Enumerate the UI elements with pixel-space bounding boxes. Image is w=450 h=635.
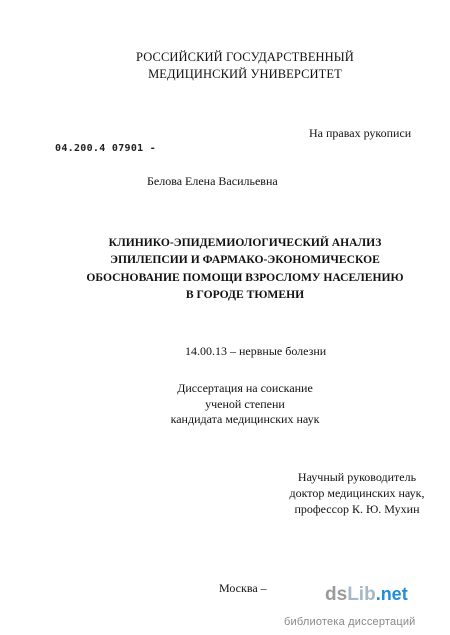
degree-line: кандидата медицинских наук — [170, 412, 320, 426]
supervisor-line: профессор К. Ю. Мухин — [294, 502, 420, 516]
university-line-2: МЕДИЦИНСКИЙ УНИВЕРСИТЕТ — [148, 67, 342, 81]
title-line: В ГОРОДЕ ТЮМЕНИ — [185, 287, 305, 301]
dslib-watermark — [284, 584, 445, 632]
dissertation-title — [40, 234, 450, 303]
supervisor-block — [282, 469, 432, 517]
title-line: КЛИНИКО-ЭПИДЕМИОЛОГИЧЕСКИЙ АНАЛИЗ — [108, 236, 382, 249]
registry-code: 04.200.4 07901 - — [55, 143, 157, 154]
supervisor-line: Научный руководитель — [297, 470, 417, 484]
logo-lib: Lib — [347, 584, 376, 605]
title-line: ОБОСНОВАНИЕ ПОМОЩИ ВЗРОСЛОМУ НАСЕЛЕНИЮ — [86, 270, 404, 284]
degree-statement — [40, 381, 450, 428]
degree-line: ученой степени — [205, 396, 285, 411]
supervisor-line: доктор медицинских наук, — [289, 486, 425, 500]
specialty-code: 14.00.13 – нервные болезни — [185, 344, 327, 358]
city-year: Москва – — [219, 581, 267, 595]
dslib-logo — [325, 584, 408, 606]
logo-ds: ds — [325, 584, 348, 605]
title-line: ЭПИЛЕПСИИ И ФАРМАКО-ЭКОНОМИЧЕСКОЕ — [110, 253, 380, 267]
degree-line: Диссертация на соискание — [177, 381, 313, 395]
logo-net: .net — [375, 584, 408, 604]
university-line-1: РОССИЙСКИЙ ГОСУДАРСТВЕННЫЙ — [136, 50, 354, 64]
rights-note: На правах рукописи — [309, 126, 412, 140]
watermark-subtitle: библиотека диссертаций — [284, 616, 416, 628]
author-name: Белова Елена Васильевна — [147, 174, 278, 188]
university-header — [0, 49, 450, 83]
